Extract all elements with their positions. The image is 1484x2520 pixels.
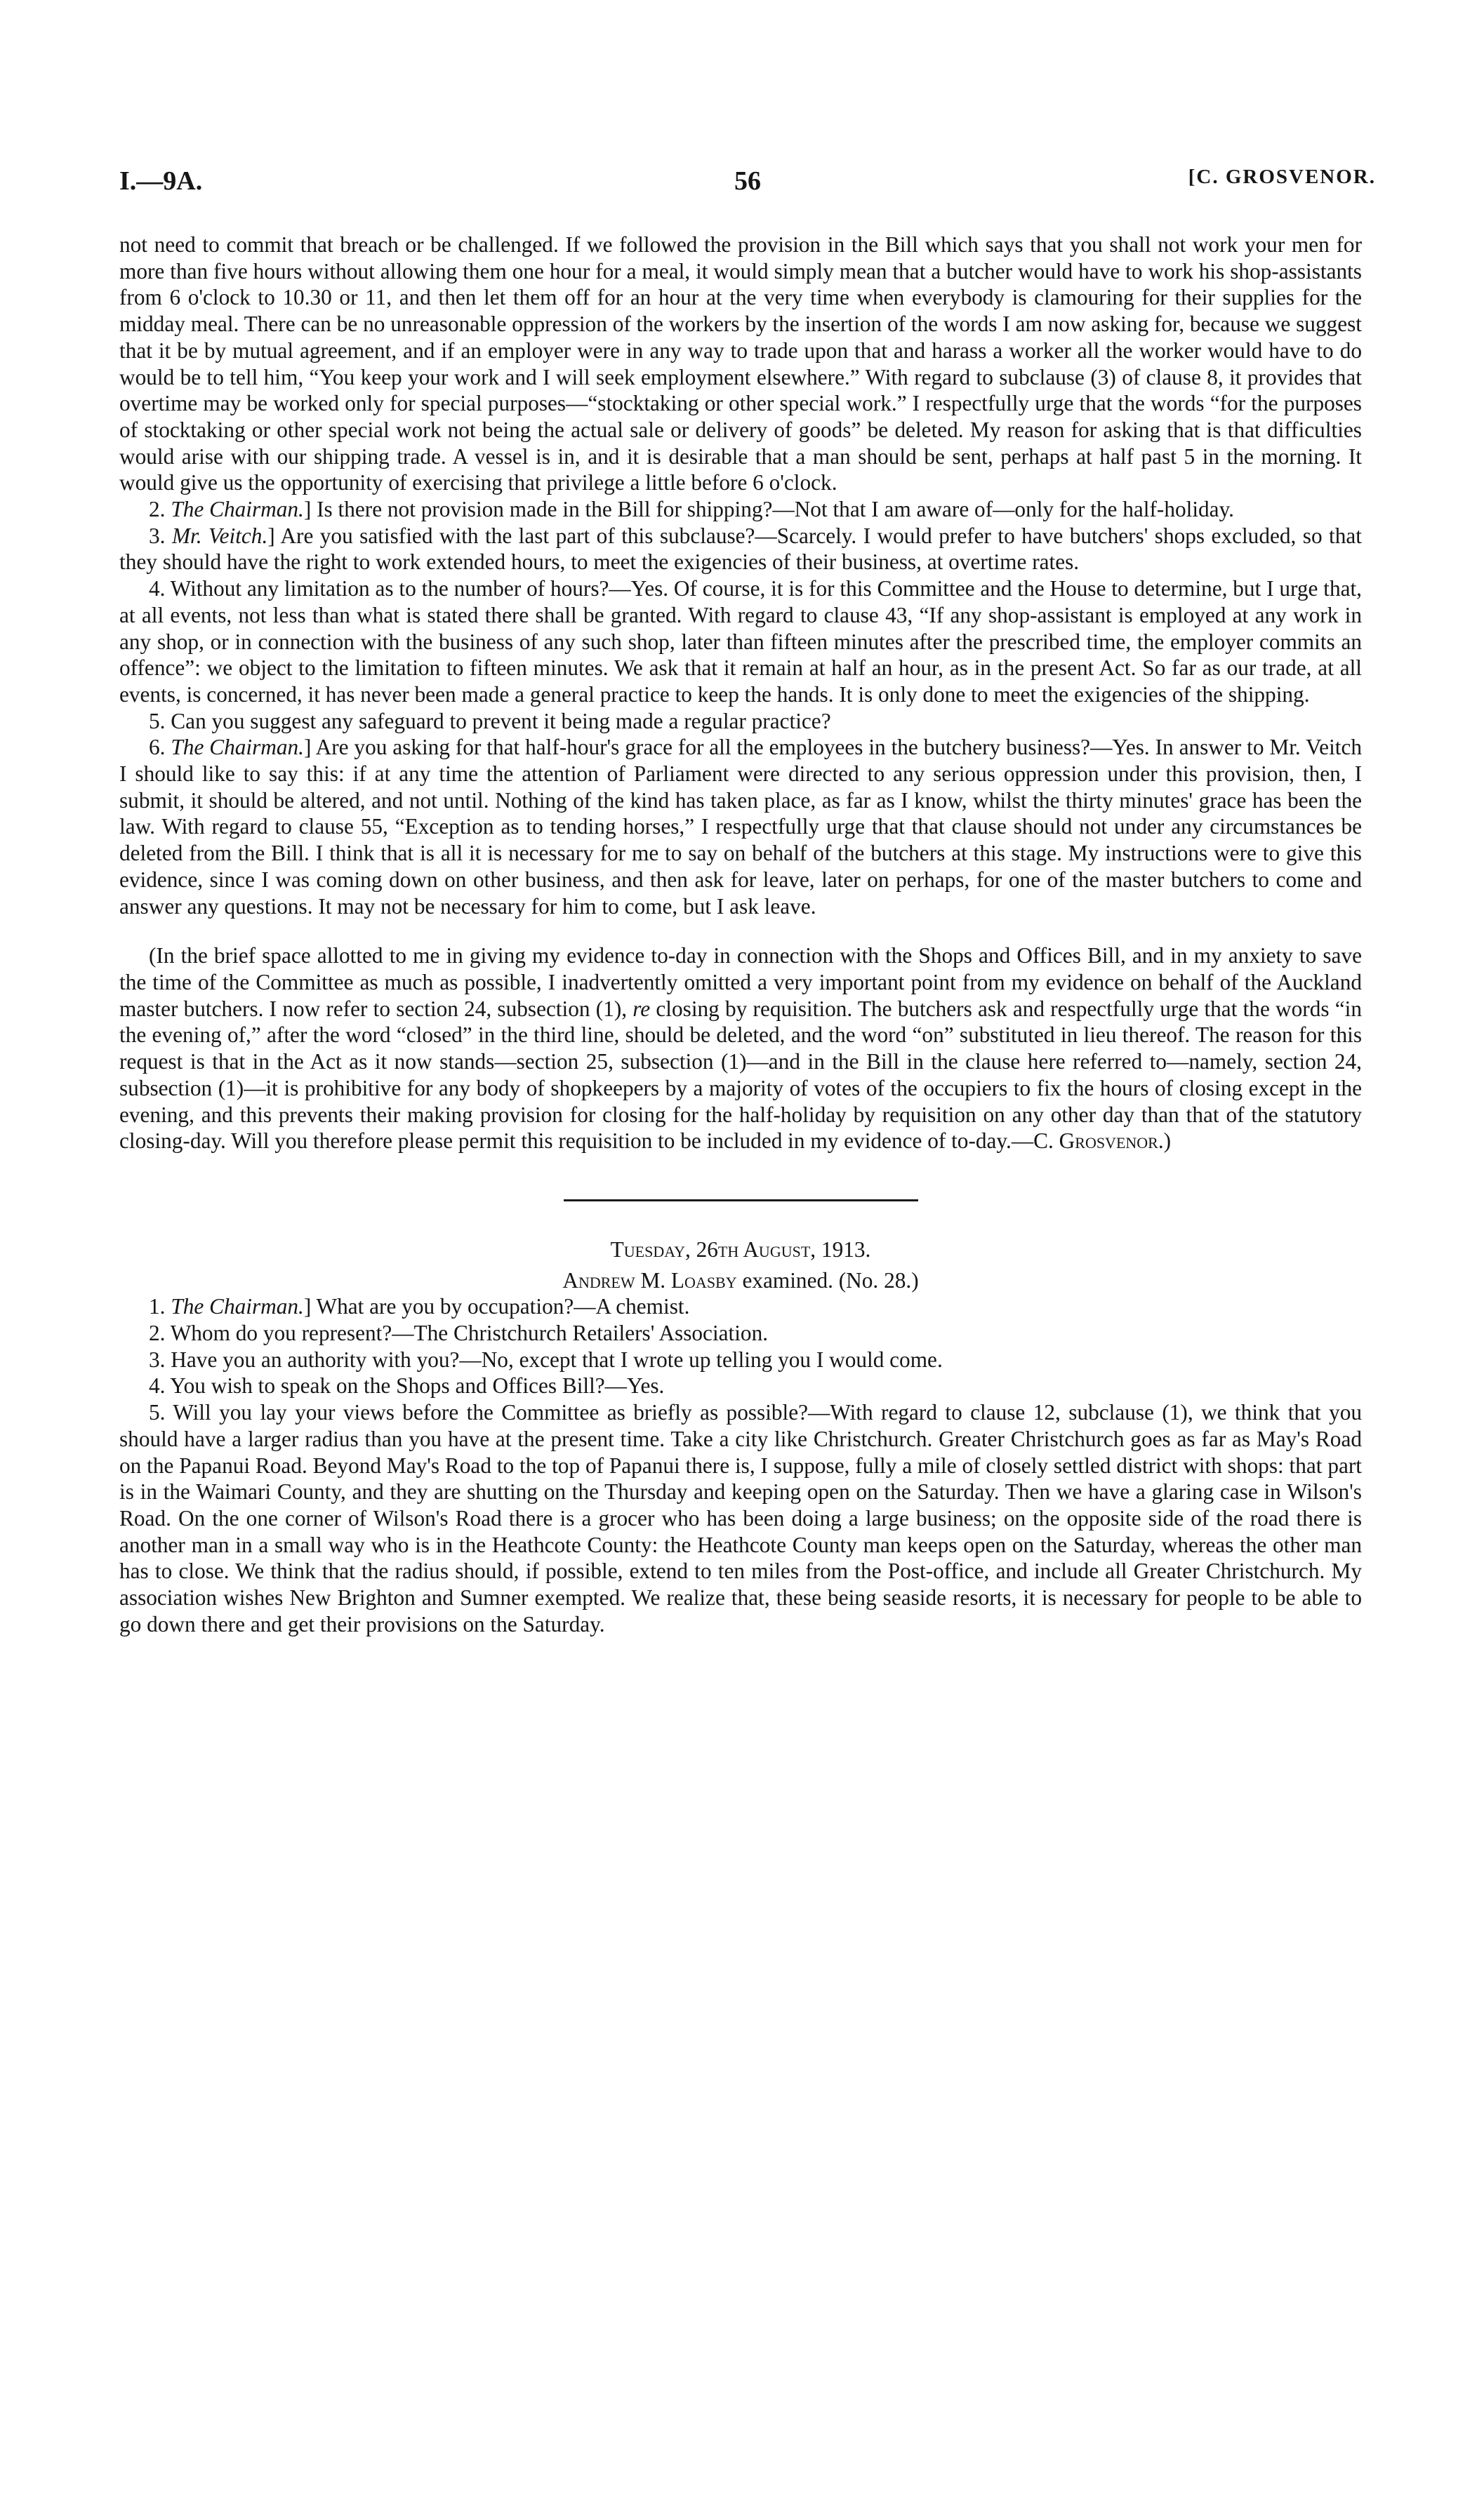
witness-heading-text: examined. (No. 28.) — [736, 1267, 919, 1293]
question-3 — [119, 523, 1362, 575]
question-text: ] Is there not provision made in the Bill for shipping?—Not that I am aware of—only for the half-holiday. — [303, 497, 1235, 522]
note-signature: C. Grosvenor — [1033, 1128, 1158, 1154]
question-text: ] What are you by occupation?—A chemist. — [303, 1294, 690, 1319]
question-2 — [119, 496, 1362, 523]
session-date: Tuesday, 26th August, 1913. — [610, 1236, 871, 1262]
note-text: (In the brief space allotted to me in giving my evidence to-day in connection with the Shops and Offices Bill, and in my anxiety to save the time of the Committee as much as possible, I inadvertently omitted a very important point from my evidence on behalf of the Auckland master butchers. I now refer to section 24, subsection (1), — [119, 943, 1362, 1021]
question-6 — [119, 734, 1362, 919]
note-re: re — [632, 996, 651, 1021]
speaker-name: The Chairman. — [171, 1294, 304, 1319]
question-number: 2. — [149, 497, 166, 522]
witness-name: Andrew M. Loasby — [562, 1267, 737, 1293]
evidence-text — [119, 232, 1362, 1637]
question-text: ] Are you satisfied with the last part of this subclause?—Scarcely. I would prefer to have butchers' shops excluded, so that they should have the right to work extended hours, to meet the exigencies of their business, at overtime rates. — [119, 523, 1362, 575]
question-4: 4. Without any limitation as to the number of hours?—Yes. Of course, it is for this Committee and the House to determine, but I urge that, at all events, not less than what is stated there shall be granted. With regard to clause 43, “If any shop-assistant is employed at any work in any shop, or in connection with the business of any such shop, later than fifteen minutes after the prescribed time, the employer commits an offence”: we object to the limitation to fifteen minutes. We ask that it remain at half an hour, as in the present Act. So far as our trade, at all events, is concerned, it has never been made a general practice to keep the hands. It is only done to meet the exigencies of the shipping. — [119, 576, 1362, 707]
question-2: 2. Whom do you represent?—The Christchurch Retailers' Association. — [149, 1321, 769, 1346]
note-text: closing by requisition. The butchers ask and respectfully urge that the words “in the evening of,” after the word “closed” in the third line, should be deleted, and the word “on” substituted in lieu thereof. The reason for this request is that in the Act as it now stands—section 25, subsection (1)—and in the Bill in the clause here referred to—namely, section 24, subsection (1)—it is prohibitive for any body of shopkeepers by a majority of votes of the occupiers to fix the hours of closing except in the evening, and this prevents their making provision for closing for the half-holiday by requisition on any other day than that of the statutory closing-day. Will you therefore please permit this requisition to be included in my evidence of to-day.— — [119, 996, 1362, 1154]
speaker-name: The Chairman. — [171, 735, 305, 760]
question-text: ] Are you asking for that half-hour's grace for all the employees in the butchery business?—Yes. In answer to Mr. Veitch I should like to say this: if at any time the attention of Parliament were directed to any serious oppression under this provision, then, I submit, it should be altered, and not until. Nothing of the kind has taken place, as far as I know, whilst the thirty minutes' grace has been the law. With regard to clause 55, “Exception as to tending horses,” I respectfully urge that that clause should not under any circumstances be deleted from the Bill. I think that is all it is necessary for me to say on behalf of the butchers at this stage. My instructions were to give this evidence, since I was coming down on other business, and then ask for leave, later on perhaps, for one of the master butchers to come and answer any questions. It may not be necessary for him to come, but I ask leave. — [119, 735, 1362, 919]
question-number: 3. — [149, 523, 166, 548]
page-header — [119, 166, 1376, 208]
page-number: 56 — [734, 166, 761, 196]
supplementary-note — [119, 942, 1362, 1154]
speaker-name: Mr. Veitch. — [171, 523, 268, 548]
question-4: 4. You wish to speak on the Shops and Offices Bill?—Yes. — [149, 1373, 665, 1399]
continued-paragraph: not need to commit that breach or be challenged. If we followed the provision in the Bill which says that you shall not work your men for more than five hours without allowing them one hour for a meal, it would simply mean that a butcher would have to work his shop-assistants from 6 o'clock to 10.30 or 11, and then let them off for an hour at the very time when everybody is clamouring for their supplies for the midday meal. There can be no unreasonable oppression of the workers by the insertion of the words I am now asking for, because we suggest that it be by mutual agreement, and if an employer were in any way to trade upon that and harass a worker all the worker would have to do would be to tell him, “You keep your work and I will seek employment elsewhere.” With regard to subclause (3) of clause 8, it provides that overtime may be worked only for special purposes—“stocktaking or other special work.” I respectfully urge that the words “for the purposes of stocktaking or other special work not being the actual sale or delivery of goods” be deleted. My reason for asking that is that difficulties would arise with our shipping trade. A vessel is in, and it is desirable that a man should be sent, perhaps at half past 5 in the morning. It would give us the opportunity of exercising that privilege a little before 6 o'clock. — [119, 232, 1362, 495]
parliamentary-paper-reference: I.—9A. — [119, 166, 203, 196]
speaker-name: The Chairman. — [171, 497, 304, 522]
question-number: 6. — [149, 735, 166, 760]
question-3: 3. Have you an authority with you?—No, except that I wrote up telling you I would come. — [149, 1347, 943, 1372]
section-divider — [564, 1199, 918, 1201]
question-5: 5. Will you lay your views before the Committee as briefly as possible?—With regard to clause 12, subclause (1), we think that you should have a larger radius than you have at the present time. Take a city like Christchurch. Greater Christchurch goes as far as May's Road on the Papanui Road. Beyond May's Road to the top of Papanui there is, I suppose, fully a mile of closely settled district with shops: that part is in the Waimari County, and they are shutting on the Thursday and keeping open on the Saturday. Then we have a glaring case in Wilson's Road. On the one corner of Wilson's Road there is a grocer who has been doing a large business; on the opposite side of the road there is another man in a small way who is in the Heathcote County: the Heathcote County man keeps open on the Saturday, whereas the other man has to close. We think that the radius should, if possible, extend to ten miles from the Post-office, and include all Greater Christchurch. My association wishes New Brighton and Sumner exempted. We realize that, these being seaside resorts, it is necessary for people to be able to go down there and get their provisions on the Saturday. — [119, 1400, 1362, 1636]
question-number: 1. — [149, 1294, 166, 1319]
note-text: .) — [1158, 1128, 1172, 1154]
witness-running-head: [C. GROSVENOR. — [1188, 166, 1376, 188]
question-5: 5. Can you suggest any safeguard to prevent it being made a regular practice? — [149, 708, 831, 733]
witness-heading — [119, 1267, 1362, 1294]
question-1 — [119, 1293, 1362, 1320]
